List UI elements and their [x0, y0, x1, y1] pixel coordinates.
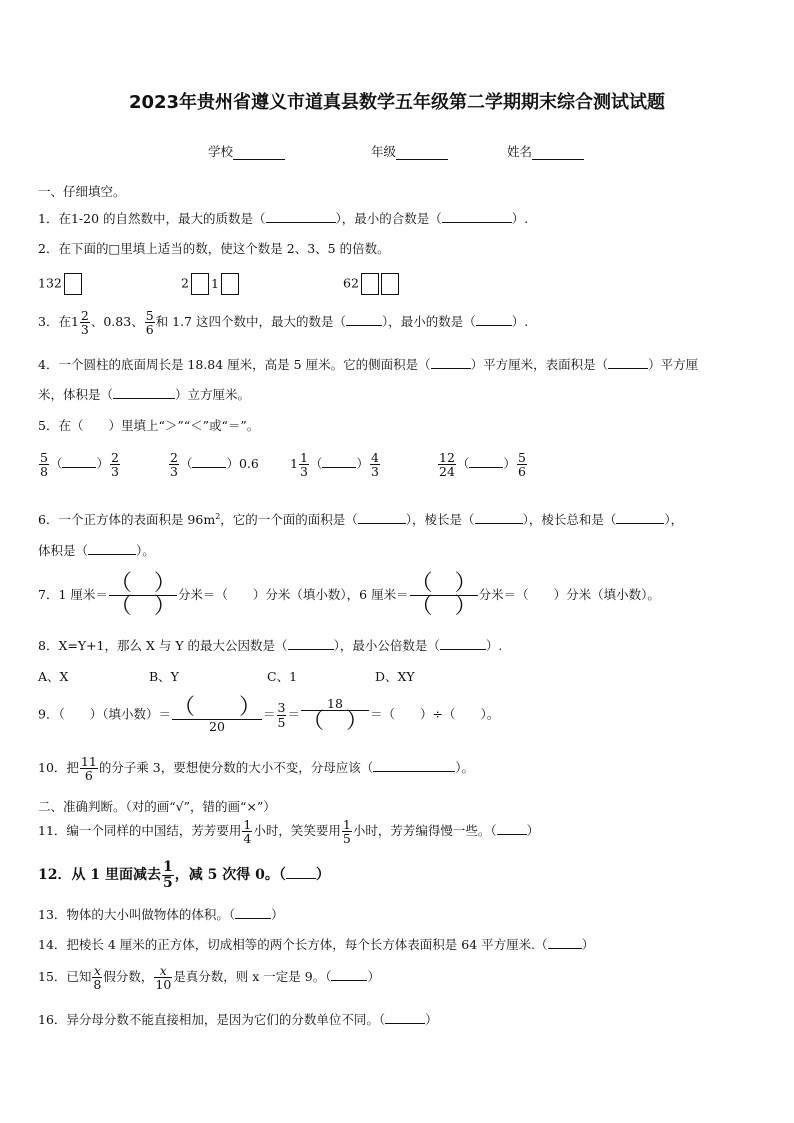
q15-text-c: 是真分数，则 x 一定是 9。（: [173, 969, 332, 985]
question-6-cont: [38, 541, 155, 559]
q2-box[interactable]: [361, 273, 379, 295]
q3-text-a: 3．在: [38, 314, 71, 330]
q1-blank-2[interactable]: [442, 211, 512, 223]
question-6: [38, 510, 683, 528]
q2-box[interactable]: [191, 273, 209, 295]
q7-fraction-1: [109, 573, 177, 618]
q9-text-a: 9．（ ）（填小数）＝: [38, 706, 171, 722]
name-label: 姓名: [507, 144, 533, 159]
q15-blank[interactable]: [331, 969, 367, 981]
q7-fraction-2: [410, 573, 478, 618]
numerator: 18: [327, 696, 343, 711]
denominator: 3: [170, 464, 178, 480]
q2-num-b: 2: [181, 275, 189, 291]
denominator: 5: [277, 714, 286, 730]
question-14: [38, 935, 594, 953]
q8-option-a[interactable]: A、X: [38, 669, 69, 684]
paren: ）: [96, 456, 109, 472]
grade-blank[interactable]: [396, 147, 448, 160]
denominator: 10: [155, 977, 172, 993]
question-3: [38, 309, 528, 336]
q16-text-b: ）: [425, 1012, 438, 1027]
question-11: [38, 818, 539, 845]
fraction: [169, 451, 179, 478]
q8-text-c: ）.: [485, 638, 503, 653]
fraction: [110, 451, 120, 478]
fraction: [438, 451, 456, 478]
q4-blank-1[interactable]: [431, 357, 471, 369]
page-title: 2023年贵州省遵义市道真县数学五年级第二学期期末综合测试试题: [128, 92, 666, 113]
q4-text-e: ）立方厘米。: [175, 387, 251, 402]
q7-text-c: 分米＝（ ）分米（填小数）。: [478, 587, 660, 602]
denominator-blank[interactable]: （ ）: [109, 594, 176, 619]
school-blank[interactable]: [233, 147, 285, 160]
q12-text-c: ）: [315, 867, 330, 884]
q15-text-d: ）: [367, 969, 380, 985]
q4-blank-3[interactable]: [113, 387, 175, 399]
question-2: 2．在下面的□里填上适当的数，使这个数是 2、3、5 的倍数。: [38, 241, 390, 256]
q5-blank-2[interactable]: [192, 456, 226, 468]
paren: （: [309, 456, 323, 472]
q6-blank-3[interactable]: [616, 512, 664, 524]
q2-box[interactable]: [64, 273, 82, 295]
question-13: [38, 905, 284, 923]
section-1-heading: 一、仔细填空。: [38, 184, 126, 199]
q5-item-2: [168, 451, 259, 478]
q6-text-b: ，它的一个面的面积是（: [220, 512, 358, 527]
q15-text-b: 假分数，: [103, 969, 154, 985]
numerator: 5: [145, 308, 154, 323]
paren: （: [179, 456, 193, 472]
q3-text-b: 、0.83、: [90, 314, 144, 330]
numerator: 2: [170, 450, 178, 465]
q6-text-a: 6．一个正方体的表面积是 96m: [38, 512, 216, 527]
q5-item-1: [38, 451, 121, 478]
q8-text-b: ），最小公倍数是（: [333, 638, 440, 653]
q5-blank-1[interactable]: [62, 456, 96, 468]
q10-blank[interactable]: [373, 760, 455, 772]
q2-num-d: 62: [343, 275, 359, 291]
question-8: [38, 636, 502, 654]
question-4-cont: [38, 385, 250, 403]
paren: （: [456, 456, 470, 472]
q11-fraction-1: [242, 818, 252, 845]
question-9: [38, 697, 499, 733]
numerator: 2: [110, 450, 119, 465]
q14-blank[interactable]: [548, 937, 582, 949]
paren: ）: [503, 456, 516, 472]
q6-text-d: ），棱长总和是（: [522, 512, 617, 527]
numerator: 1: [342, 817, 351, 832]
q8-option-c[interactable]: C、1: [267, 669, 298, 684]
q10-text-a: 10．把: [38, 760, 79, 776]
q11-text-b: 小时，笑笑要用: [253, 823, 341, 839]
question-1: [38, 209, 528, 227]
denominator-blank[interactable]: （ ）: [410, 594, 477, 619]
q1-text-b: ），最小的合数是（: [335, 211, 442, 226]
question-4: [38, 355, 698, 373]
paren: ）: [226, 456, 239, 472]
q3-blank-1[interactable]: [346, 314, 382, 326]
school-field[interactable]: [208, 142, 285, 160]
q6-blank-4[interactable]: [88, 543, 136, 555]
q9-text-e: ＝（ ）÷（ ）。: [369, 706, 500, 722]
fraction: [39, 451, 49, 478]
numerator: 2: [80, 308, 89, 323]
q16-blank[interactable]: [385, 1012, 425, 1024]
q1-blank-1[interactable]: [266, 211, 336, 223]
q4-text-d: 米，体积是（: [38, 387, 114, 402]
denominator: 8: [93, 977, 102, 993]
denominator: 3: [370, 464, 379, 480]
q6-text-f: 体积是（: [38, 543, 89, 558]
q3-fraction-1: [80, 309, 90, 336]
equals: ＝: [287, 706, 300, 722]
denominator: 3: [80, 322, 89, 338]
q14-text-b: ）: [581, 937, 595, 952]
numerator: 4: [370, 450, 379, 465]
question-5: 5．在（ ）里填上“＞”“＜”或“＝”。: [38, 418, 260, 433]
q13-text-a: 13．物体的大小叫做物体的体积。（: [38, 907, 236, 922]
q12-fraction: [162, 860, 174, 890]
q3-whole: 1: [70, 314, 79, 330]
paren: ）: [356, 456, 369, 472]
q5-item-4: [437, 451, 528, 478]
q13-text-b: ）: [271, 907, 284, 922]
q11-text-a: 11．编一个同样的中国结，芳芳要用: [38, 823, 242, 839]
denominator: 5: [342, 831, 351, 847]
numerator-blank[interactable]: （ ）: [410, 571, 477, 596]
equals: ＝: [262, 706, 276, 722]
denominator: 6: [84, 768, 93, 784]
grade-label: 年级: [371, 144, 397, 159]
numerator: 5: [517, 450, 526, 465]
q6-sup: 2: [215, 511, 221, 521]
numerator: 1: [162, 859, 173, 875]
denominator: 6: [145, 322, 154, 338]
numerator: 12: [439, 450, 455, 465]
q10-fraction: [80, 755, 98, 782]
numerator-blank[interactable]: （ ）: [109, 571, 176, 596]
denominator: 8: [40, 464, 48, 480]
q8-blank-2[interactable]: [440, 638, 486, 650]
question-10: [38, 755, 474, 782]
q7-text-b: 分米＝（ ）分米（填小数），6 厘米＝: [177, 587, 409, 602]
question-7: [38, 573, 660, 618]
q2-item-c: [343, 273, 399, 295]
q12-text-b: ，减 5 次得 0。（: [174, 867, 286, 884]
q12-blank[interactable]: [286, 867, 316, 879]
q8-text-a: 8．X=Y+1，那么 X 与 Y 的最大公因数是（: [38, 638, 288, 653]
numerator: 11: [80, 754, 97, 769]
numerator: 1: [299, 450, 308, 465]
q5-blank-3[interactable]: [322, 456, 356, 468]
q16-text-a: 16．异分母分数不能直接相加，是因为它们的分数单位不同。（: [38, 1012, 386, 1027]
q5-blank-4[interactable]: [469, 456, 503, 468]
whole: 1: [290, 456, 298, 472]
question-16: [38, 1010, 438, 1028]
q3-blank-2[interactable]: [476, 314, 512, 326]
q9-fraction-3: [301, 697, 369, 733]
fraction: [517, 451, 527, 478]
q6-text-g: ）。: [136, 543, 155, 558]
denominator-blank[interactable]: （ ）: [301, 709, 368, 735]
numerator: x: [93, 963, 101, 978]
numerator-blank[interactable]: （ ）: [172, 695, 261, 720]
q3-text-d: ），最小的数是（: [381, 314, 476, 330]
q9-fraction-1: [172, 697, 262, 733]
q11-text-e: ）: [526, 823, 540, 839]
grade-field[interactable]: [371, 142, 448, 160]
q8-option-d[interactable]: D、XY: [375, 669, 415, 684]
q4-text-a: 4．一个圆柱的底面周长是 18.84 厘米，高是 5 厘米。它的侧面积是（: [38, 357, 431, 372]
fraction: [299, 451, 309, 478]
q2-item-a: [38, 273, 82, 295]
name-field[interactable]: [507, 142, 584, 160]
q2-box[interactable]: [221, 273, 239, 295]
numerator: 5: [40, 450, 48, 465]
q10-text-c: ）。: [455, 760, 475, 776]
denominator: 20: [209, 719, 225, 734]
section-2-heading: 二、准确判断。（对的画“√”，错的画“×”）: [38, 799, 276, 814]
numerator: 3: [277, 700, 286, 716]
denominator: 6: [517, 464, 526, 480]
question-12: [38, 860, 330, 890]
q13-blank[interactable]: [235, 907, 271, 919]
q11-blank[interactable]: [497, 823, 527, 835]
q11-fraction-2: [342, 818, 352, 845]
name-blank[interactable]: [532, 147, 584, 160]
q6-blank-2[interactable]: [475, 512, 523, 524]
q5-item-3: [290, 451, 381, 478]
q10-text-b: 的分子乘 3，要想使分数的大小不变，分母应该（: [98, 760, 374, 776]
q11-text-c: 小时，芳芳编得慢一些。（: [352, 823, 497, 839]
q7-text-a: 7．1 厘米＝: [38, 587, 108, 602]
q6-text-c: ），棱长是（: [405, 512, 475, 527]
q3-text-e: ）.: [511, 314, 529, 330]
numerator: x: [159, 963, 167, 978]
fraction: [370, 451, 380, 478]
denominator: 3: [299, 464, 308, 480]
q2-item-b: [181, 273, 239, 295]
denominator: 5: [162, 874, 173, 891]
q3-text-c: 和 1.7 这四个数中，最大的数是（: [155, 314, 346, 330]
denominator: 3: [110, 464, 119, 480]
q2-num-a: 132: [38, 275, 62, 291]
q1-text-c: ）.: [511, 211, 529, 226]
denominator: 4: [243, 831, 252, 847]
paren: （: [49, 456, 63, 472]
q12-text-a: 12．从 1 里面减去: [38, 867, 161, 884]
q5-value: 0.6: [238, 456, 259, 472]
q1-text-a: 1．在1-20 的自然数中，最大的质数是（: [38, 211, 266, 226]
q2-num-c: 1: [210, 275, 219, 291]
q15-fraction-1: [92, 964, 102, 991]
q6-blank-1[interactable]: [358, 512, 406, 524]
q4-blank-2[interactable]: [608, 357, 648, 369]
q2-box[interactable]: [381, 273, 399, 295]
q15-text-a: 15．已知: [38, 969, 92, 985]
question-15: [38, 964, 380, 991]
q3-fraction-2: [145, 309, 155, 336]
q4-text-c: ）平方厘: [648, 357, 699, 372]
school-label: 学校: [208, 144, 234, 159]
numerator: 1: [243, 817, 252, 832]
q6-text-e: ），: [664, 512, 684, 527]
denominator: 24: [439, 464, 455, 480]
q8-option-b[interactable]: B、Y: [149, 669, 179, 684]
q4-text-b: ）平方厘米，表面积是（: [470, 357, 609, 372]
q9-fraction-2: [277, 701, 287, 728]
q14-text-a: 14．把棱长 4 厘米的正方体，切成相等的两个长方体，每个长方体表面积是 64 平方厘米.（: [38, 937, 548, 952]
q15-fraction-2: [154, 964, 172, 991]
q8-blank-1[interactable]: [288, 638, 334, 650]
